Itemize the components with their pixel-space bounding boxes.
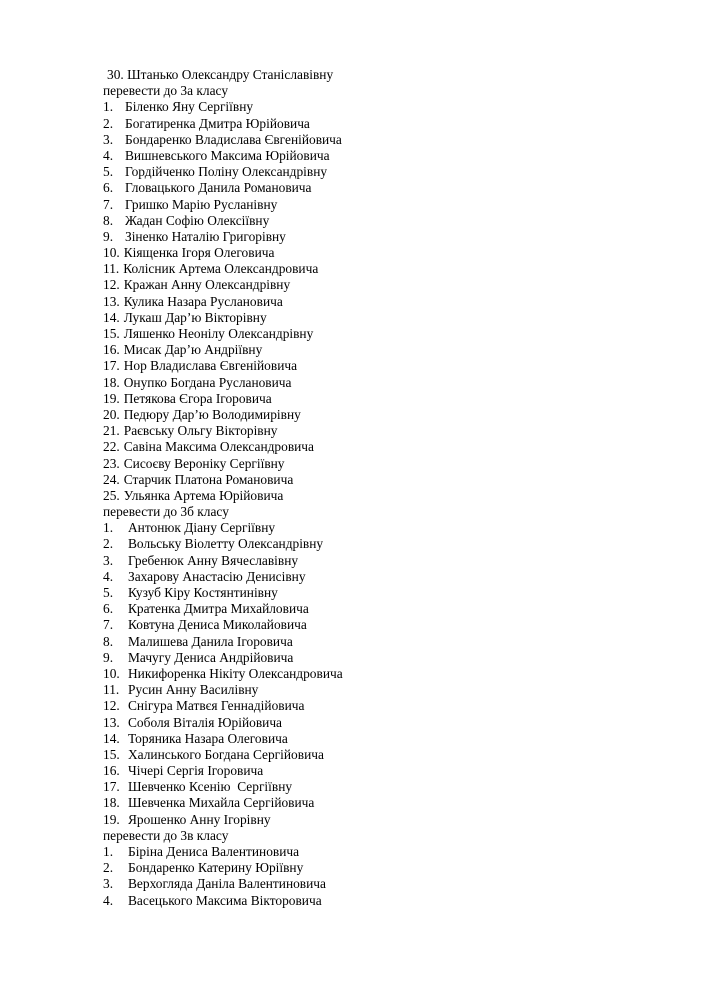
list-item	[103, 585, 663, 601]
list-item-number: 17.	[103, 779, 120, 795]
list-item-name: Вишневського Максима Юрійовича	[125, 147, 330, 163]
list-item-name: Зіненко Наталію Григорівну	[125, 228, 286, 244]
list-item	[103, 488, 663, 504]
list-item	[103, 715, 663, 731]
list-item-number: 1.	[103, 520, 114, 536]
list-item	[103, 423, 663, 439]
list-item	[103, 536, 663, 552]
list-item-number: 4.	[103, 147, 114, 163]
list-item-number: 12.	[103, 277, 120, 293]
list-item-number: 22.	[103, 439, 120, 455]
list-item-name: Антонюк Діану Сергіївну	[128, 520, 276, 536]
list-item-name: Гришко Марію Русланівну	[125, 196, 278, 212]
list-item	[103, 472, 663, 488]
list-item-number: 18.	[103, 374, 120, 390]
list-item	[103, 795, 663, 811]
list-item-number: 14.	[103, 730, 120, 746]
list-item-number: 16.	[103, 342, 120, 358]
list-item-number: 15.	[103, 326, 120, 341]
list-item-name: Богатиренка Дмитра Юрійовича	[125, 115, 310, 131]
list-item-name: Мачугу Дениса Андрійовича	[128, 649, 294, 665]
list-item-number: 2.	[103, 536, 114, 552]
list-item-name: Старчик Платона Романовича	[123, 471, 294, 487]
list-item-number: 19.	[103, 811, 120, 827]
list-item	[103, 342, 663, 358]
list-item-name: Гловацького Данила Романовича	[125, 180, 312, 196]
list-item-name: Сисоєву Вероніку Сергіївну	[123, 455, 285, 471]
list-item-number: 3.	[103, 876, 114, 892]
list-item-name: Гребенюк Анну Вячеславівну	[128, 552, 299, 568]
list-item	[103, 439, 663, 455]
list-item-name: Чічері Сергія Ігоровича	[128, 763, 264, 779]
list-item	[103, 650, 663, 666]
list-item-name: Ковтуна Дениса Миколайовича	[128, 617, 307, 633]
list-item-number: 17.	[103, 358, 120, 374]
list-item-number: 2.	[103, 860, 114, 876]
list-item	[103, 407, 663, 423]
list-item-name: Мисак Дар’ю Андріївну	[123, 342, 263, 358]
list-item	[103, 456, 663, 472]
list-item-name: Ляшенко Неонілу Олександрівну	[123, 326, 314, 341]
list-item-name: Бондаренко Катерину Юріївну	[128, 860, 304, 876]
list-item	[103, 358, 663, 374]
list-item	[103, 779, 663, 795]
list-item-number: 6.	[103, 601, 114, 617]
list-item-name: Ульянка Артема Юрійовича	[123, 487, 284, 503]
list-item-name: Колісник Артема Олександровича	[123, 261, 319, 277]
list-item	[103, 180, 663, 196]
list-item-name: Захарову Анастасію Денисівну	[128, 568, 306, 584]
list-item-number: 7.	[103, 196, 114, 212]
list-item-number: 4.	[103, 568, 114, 584]
list-item-number: 2.	[103, 115, 114, 131]
list-item-number: 19.	[103, 390, 120, 406]
list-item-name: Педюру Дар’ю Володимирівну	[123, 406, 301, 422]
list-item	[103, 569, 663, 585]
list-item-name: Русин Анну Василівну	[128, 682, 259, 698]
list-item	[103, 229, 663, 245]
list-item-name: Нор Владислава Євгенійовича	[123, 358, 298, 374]
list-item-name: Торяника Назара Олеговича	[128, 730, 288, 746]
list-item	[103, 99, 663, 115]
list-item-number: 15.	[103, 746, 120, 762]
list-item	[103, 277, 663, 293]
list-item	[103, 763, 663, 779]
list-item-name: Соболя Віталія Юрійовича	[128, 714, 282, 730]
list-item-name: Васецького Максима Вікторовича	[128, 892, 322, 908]
list-item-name: Кратенка Дмитра Михайловича	[128, 601, 309, 617]
section-heading: перевести до 3в класу	[103, 827, 229, 843]
list-item	[103, 294, 663, 310]
list-item-name: Никифоренка Нікіту Олександровича	[128, 665, 343, 681]
list-item-number: 1.	[103, 99, 114, 115]
list-item	[103, 310, 663, 326]
first-entry	[103, 67, 663, 83]
list-item-name: Вольську Віолетту Олександрівну	[128, 536, 324, 552]
list-item	[103, 666, 663, 682]
list-item-name: Жадан Софію Олексіївну	[125, 212, 270, 228]
list-item-number: 21.	[103, 423, 120, 439]
list-item-number: 12.	[103, 698, 120, 714]
list-item	[103, 148, 663, 164]
list-item	[103, 860, 663, 876]
document-body	[103, 67, 663, 909]
list-item	[103, 391, 663, 407]
list-item	[103, 132, 663, 148]
list-item	[103, 893, 663, 909]
list-item-number: 24.	[103, 471, 120, 487]
list-item-number: 9.	[103, 649, 114, 665]
list-item-name: Лукаш Дар’ю Вікторівну	[123, 309, 267, 325]
list-item-number: 13.	[103, 293, 120, 309]
list-item	[103, 601, 663, 617]
list-item	[103, 164, 663, 180]
list-item-name: Біленко Яну Сергіївну	[125, 99, 254, 115]
list-item-name: Онупко Богдана Руслановича	[123, 374, 292, 390]
section-heading: перевести до 3а класу	[103, 83, 229, 99]
list-item-name: Кулика Назара Руслановича	[123, 293, 283, 309]
list-item-number: 23.	[103, 455, 120, 471]
list-item-name: Малишева Данила Ігоровича	[128, 633, 293, 649]
list-item-number: 3.	[103, 552, 114, 568]
list-item-name: Ярошенко Анну Ігорівну	[128, 811, 271, 827]
list-item	[103, 375, 663, 391]
list-item-number: 8.	[103, 212, 114, 228]
list-item-number: 9.	[103, 228, 114, 244]
list-item-name: Кражан Анну Олександрівну	[123, 277, 291, 293]
list-item	[103, 261, 663, 277]
list-item-number: 11.	[103, 261, 120, 277]
list-item-name: Раєвську Ольгу Вікторівну	[123, 423, 278, 439]
first-entry-name: Штанько Олександру Станіславівну	[127, 67, 334, 82]
list-item-number: 10.	[103, 665, 120, 681]
list-item	[103, 213, 663, 229]
list-item	[103, 553, 663, 569]
list-item-name: Бондаренко Владислава Євгенійовича	[125, 131, 342, 147]
list-item-number: 5.	[103, 164, 114, 180]
list-item-name: Кіященка Ігоря Олеговича	[123, 245, 275, 261]
list-item	[103, 747, 663, 763]
list-item-number: 4.	[103, 892, 114, 908]
list-item-number: 25.	[103, 487, 120, 503]
list-item	[103, 844, 663, 860]
list-item	[103, 197, 663, 213]
list-item-number: 18.	[103, 795, 120, 811]
list-item	[103, 634, 663, 650]
list-item-name: Петякова Єгора Ігоровича	[123, 390, 272, 406]
list-item-number: 5.	[103, 585, 114, 600]
list-item-name: Верхогляда Даніла Валентиновича	[128, 876, 326, 892]
list-item	[103, 326, 663, 342]
list-item-number: 14.	[103, 309, 120, 325]
list-item	[103, 698, 663, 714]
list-item	[103, 116, 663, 132]
list-item-name: Савіна Максима Олександровича	[123, 439, 314, 455]
list-item	[103, 812, 663, 828]
list-item-name: Кузуб Кіру Костянтинівну	[128, 585, 278, 600]
list-item	[103, 617, 663, 633]
first-entry-number: 30.	[107, 67, 124, 82]
list-item	[103, 520, 663, 536]
list-item-name: Снігура Матвєя Геннадійовича	[128, 698, 305, 714]
list-item-name: Біріна Дениса Валентиновича	[128, 844, 300, 859]
list-item-name: Гордійченко Поліну Олександрівну	[125, 164, 328, 180]
list-item-number: 3.	[103, 131, 114, 147]
list-item-number: 11.	[103, 682, 120, 698]
section-heading: перевести до 3б класу	[103, 504, 229, 520]
list-item-number: 13.	[103, 714, 120, 730]
list-item-number: 1.	[103, 844, 114, 859]
list-item	[103, 245, 663, 261]
list-item-number: 10.	[103, 245, 120, 261]
list-item-name: Халинського Богдана Сергійовича	[128, 746, 324, 762]
list-item	[103, 876, 663, 892]
list-item-number: 20.	[103, 406, 120, 422]
list-item	[103, 731, 663, 747]
list-item-name: Шевченко Ксенію Сергіївну	[128, 779, 293, 795]
list-item-number: 7.	[103, 617, 114, 633]
list-item-number: 6.	[103, 180, 114, 196]
list-item-number: 8.	[103, 633, 114, 649]
list-item-name: Шевченка Михайла Сергійовича	[128, 795, 315, 811]
list-item-number: 16.	[103, 763, 120, 779]
list-item	[103, 682, 663, 698]
